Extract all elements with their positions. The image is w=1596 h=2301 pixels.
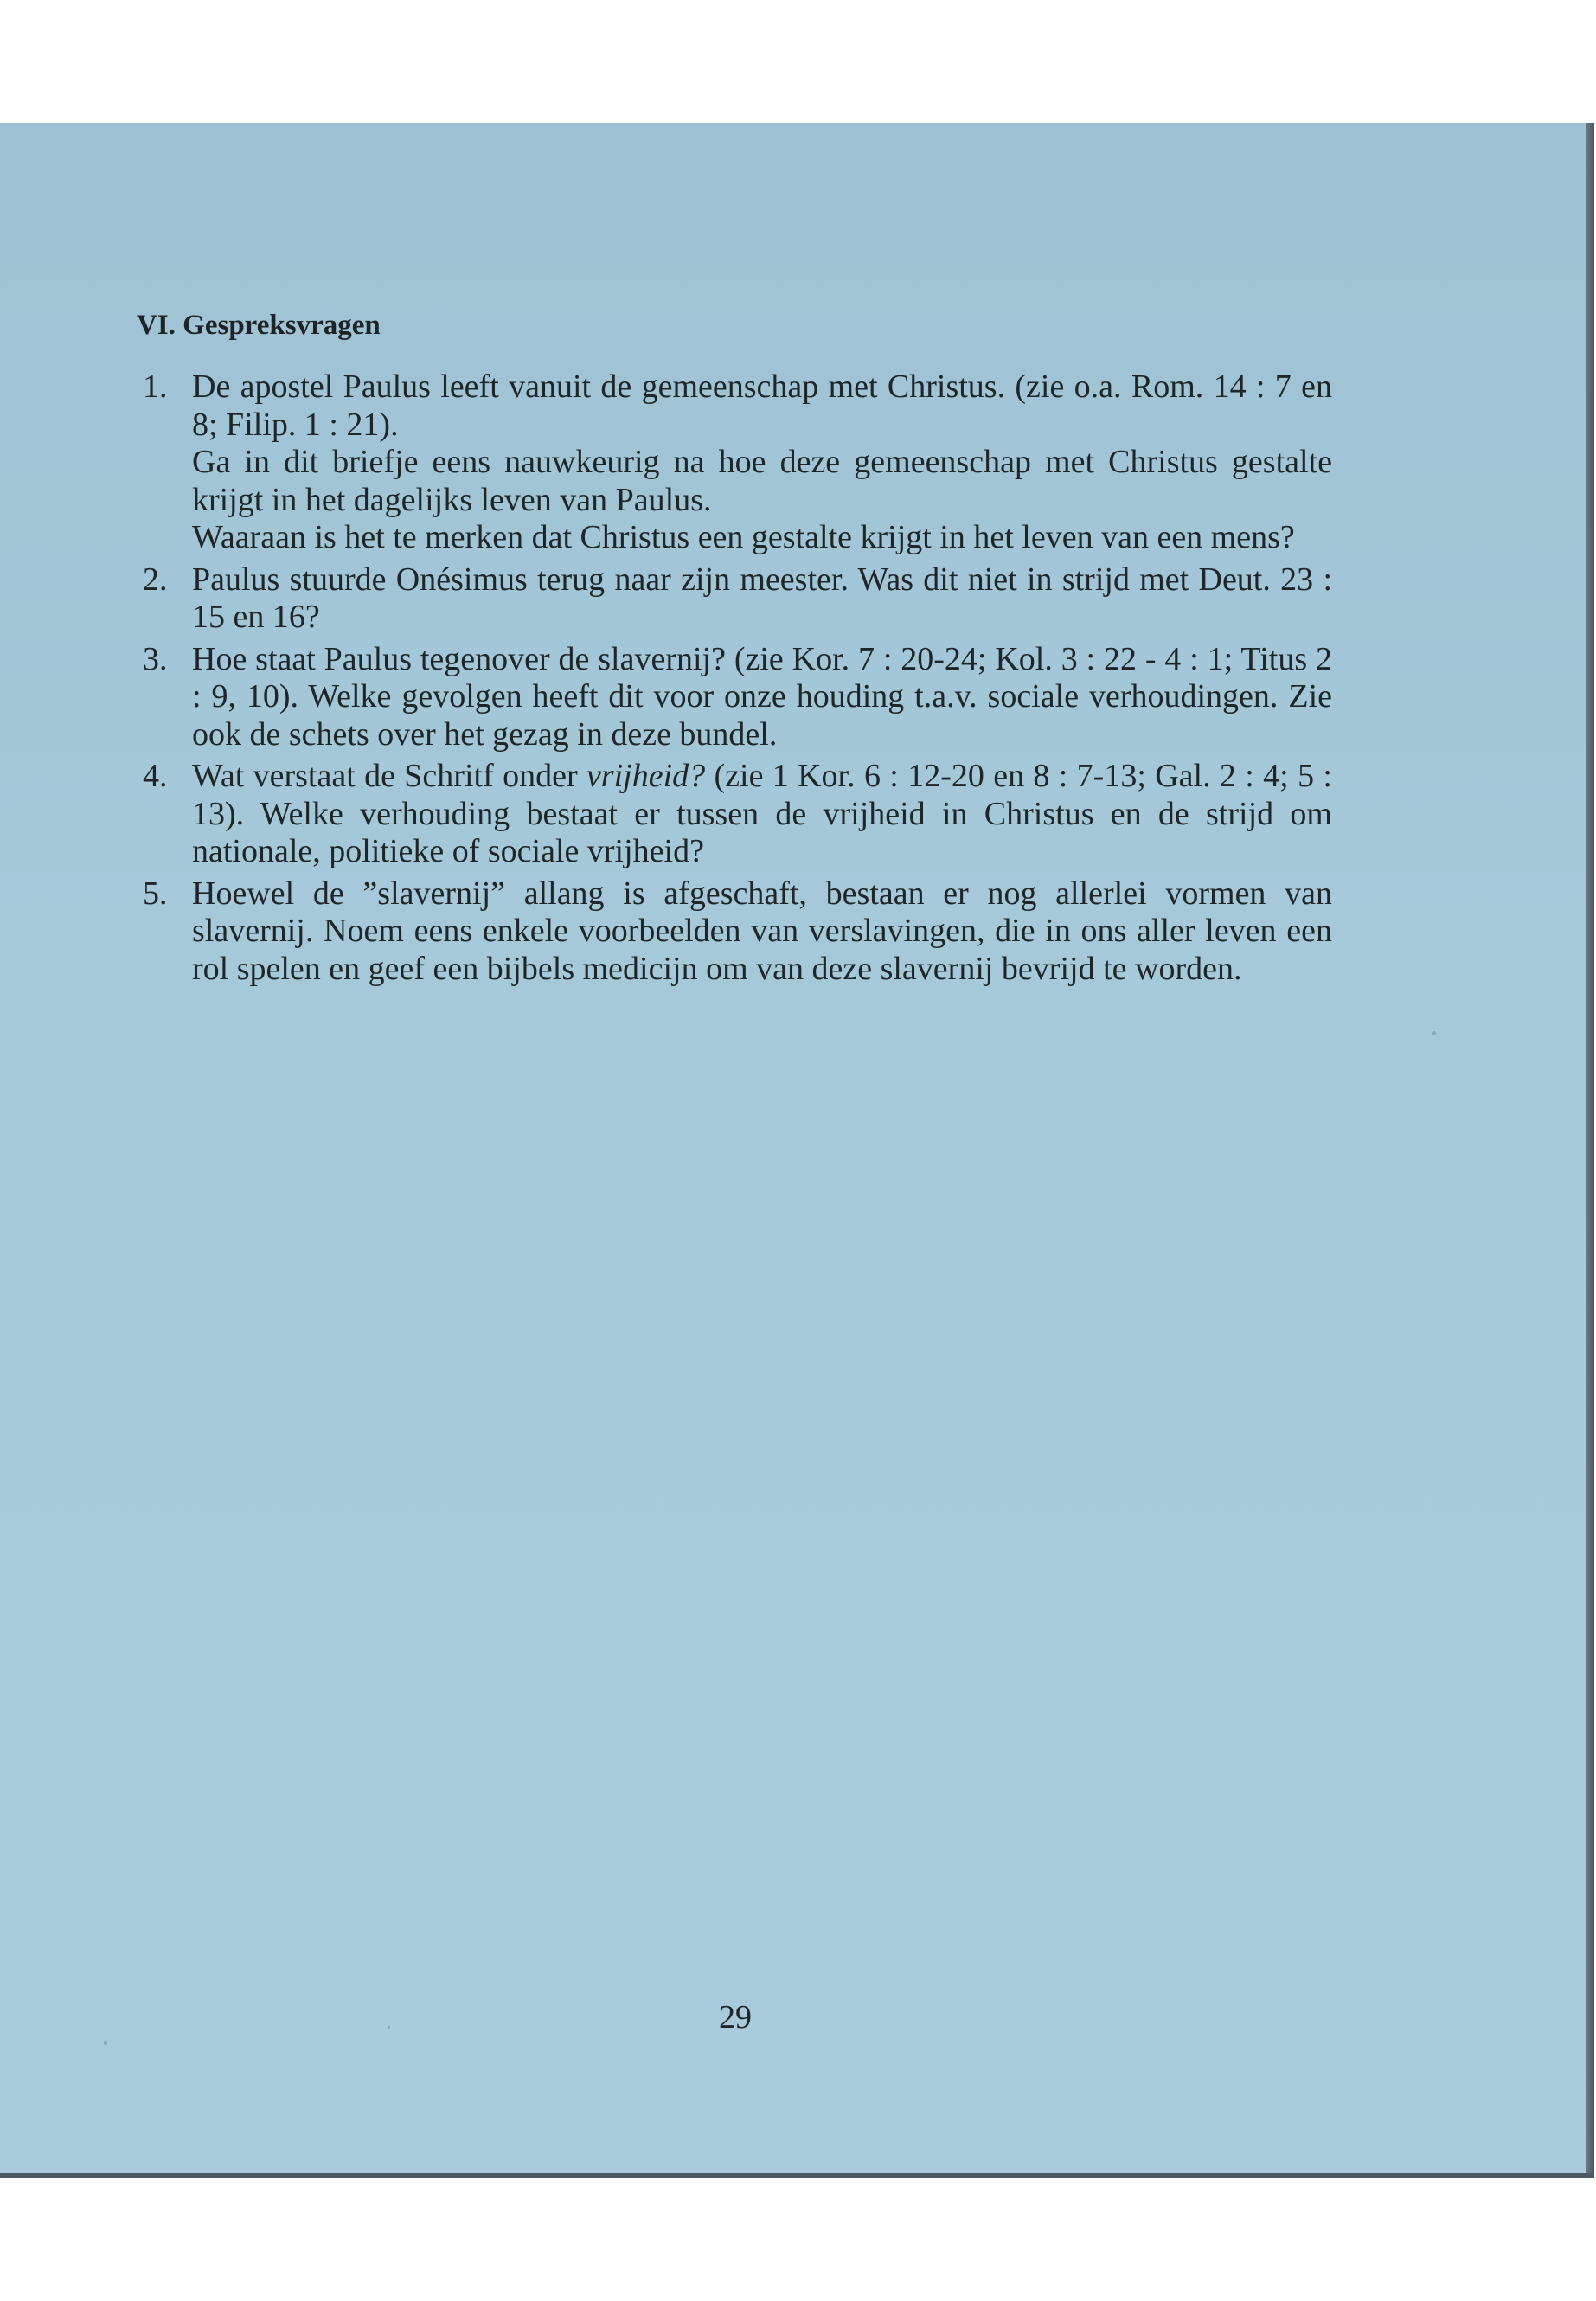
paper-speck	[1432, 1031, 1436, 1035]
question-paragraph: Hoewel de ”slavernij” allang is afgeschaft, bestaan er nog allerlei vormen van slavernij. Noem eens enkele voorbeelden van verslavingen, die in ons aller leven een rol spelen en geef een bijbels medicijn om van deze slavernij bevrijd te worden.	[192, 875, 1332, 987]
question-item	[143, 369, 1332, 557]
question-number: 2.	[143, 561, 168, 598]
question-number: 4.	[143, 758, 168, 794]
question-number: 5.	[143, 875, 168, 912]
question-text	[192, 369, 1332, 557]
question-text	[192, 758, 1332, 871]
question-list	[143, 369, 1332, 992]
question-item	[143, 561, 1332, 637]
question-paragraph: Paulus stuurde Onésimus terug naar zijn meester. Was dit niet in strijd met Deut. 23 : 15 en 16?	[192, 561, 1332, 635]
question-text	[192, 561, 1332, 637]
question-item	[143, 875, 1332, 989]
question-text-end: (zie 1 Kor. 6 : 12-20 en 8 : 7-13; Gal. 2 : 4; 5 : 13). Welke verhouding bestaat er tussen de vrijheid in Christus en de strijd om nationale, politieke of sociale vrijheid?	[192, 758, 1332, 869]
page-number: 29	[719, 1999, 752, 2035]
emphasized-term: vrijheid?	[586, 758, 706, 794]
paper-speck	[104, 2041, 107, 2045]
question-paragraph: De apostel Paulus leeft vanuit de gemeenschap met Christus. (zie o.a. Rom. 14 : 7 en 8; Filip. 1 : 21).	[192, 369, 1332, 443]
question-paragraph: Hoe staat Paulus tegenover de slavernij? (zie Kor. 7 : 20-24; Kol. 3 : 22 - 4 : 1; Titus 2 : 9, 10). Welke gevolgen heeft dit voor onze houding t.a.v. sociale verhoudingen. Zie ook de schets over het gezag in deze bundel.	[192, 640, 1332, 753]
question-text	[192, 641, 1332, 754]
question-number: 1.	[143, 369, 168, 405]
question-paragraph: Waaraan is het te merken dat Christus een gestalte krijgt in het leven van een mens?	[192, 519, 1295, 555]
question-paragraph: Ga in dit briefje eens nauwkeurig na hoe deze gemeenschap met Christus gestalte krijgt in het dagelijks leven van Paulus.	[192, 444, 1332, 518]
question-item	[143, 641, 1332, 754]
page-edge-bottom	[0, 2173, 1594, 2178]
section-heading: VI. Gespreksvragen	[137, 310, 381, 341]
question-number: 3.	[143, 640, 168, 677]
question-text-start: Wat verstaat de Schritf onder	[192, 758, 586, 794]
question-item	[143, 758, 1332, 871]
page-edge-right	[1586, 123, 1594, 2177]
question-text	[192, 875, 1332, 989]
